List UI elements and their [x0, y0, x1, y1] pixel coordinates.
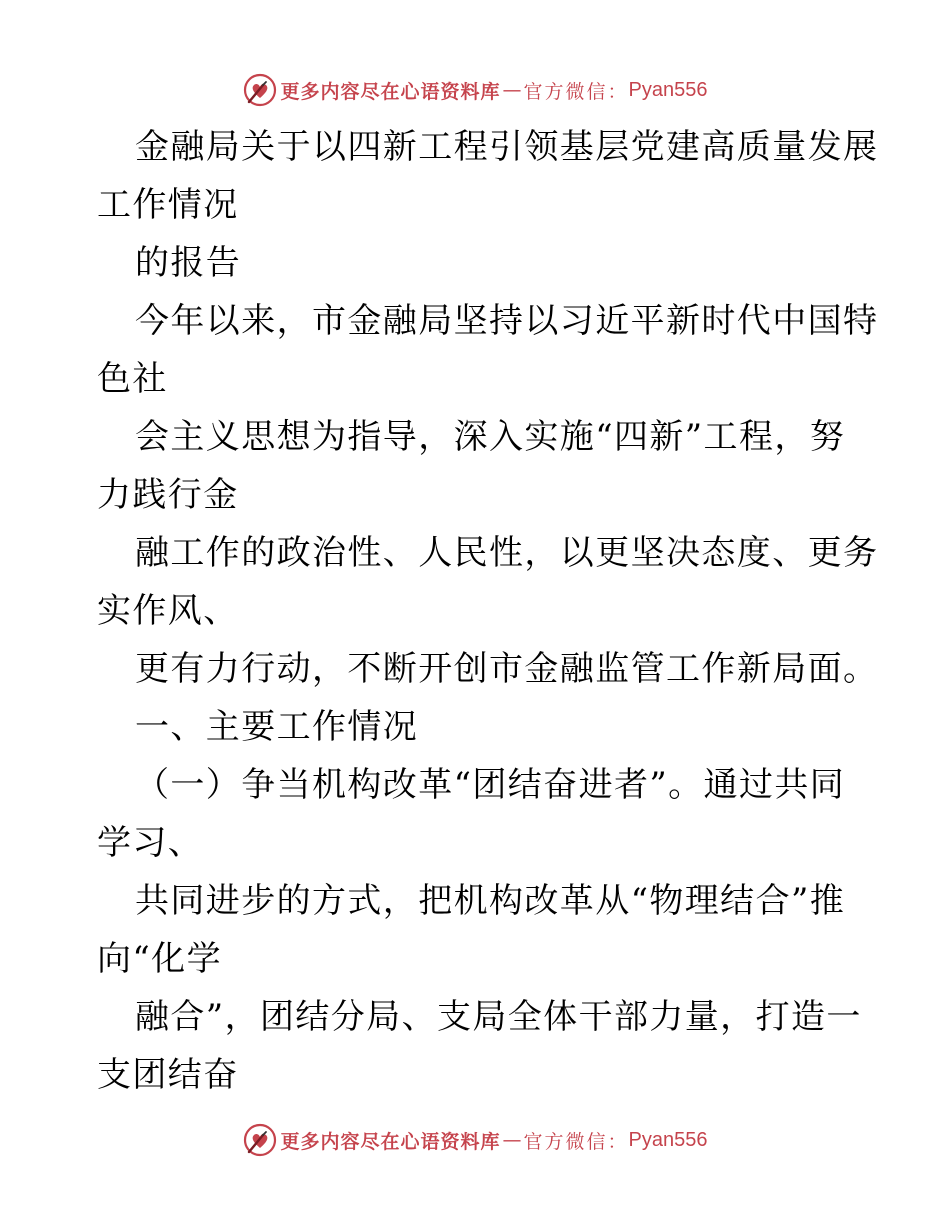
watermark-dash: —: [502, 1129, 522, 1151]
heart-pen-logo-icon: [243, 73, 277, 107]
document-line: 金融局关于以四新工程引领基层党建高质量发展: [135, 127, 879, 167]
document-line: 色社: [97, 359, 168, 399]
document-line: 力践行金: [97, 475, 239, 515]
document-line: 融工作的政治性、人民性，以更坚决态度、更务: [135, 533, 879, 573]
watermark-dash: —: [502, 79, 522, 101]
document-line: 学习、: [97, 823, 204, 863]
document-line: 共同进步的方式，把机构改革从“物理结合”推: [135, 881, 846, 921]
document-line: 向“化学: [97, 939, 222, 979]
document-line: 更有力行动，不断开创市金融监管工作新局面。: [135, 649, 879, 689]
document-body: [97, 118, 879, 1104]
document-line: 实作风、: [97, 591, 239, 631]
document-line: 会主义思想为指导，深入实施“四新”工程，努: [135, 417, 846, 457]
document-line: 工作情况: [97, 185, 239, 225]
document-line: 的报告: [135, 243, 242, 283]
watermark-account: Pyan556: [628, 78, 708, 101]
watermark-header: [0, 70, 950, 110]
heart-pen-logo-icon: [243, 1123, 277, 1157]
watermark-footer: [0, 1120, 950, 1160]
watermark-brand: 更多内容尽在心语资料库: [280, 80, 501, 103]
document-line: 今年以来，市金融局坚持以习近平新时代中国特: [135, 301, 879, 341]
watermark-wechat-label: 官方微信：: [523, 1130, 629, 1153]
watermark-wechat-label: 官方微信：: [523, 80, 629, 103]
watermark-brand: 更多内容尽在心语资料库: [280, 1130, 501, 1153]
watermark-account: Pyan556: [628, 1128, 708, 1151]
document-line: 一、主要工作情况: [135, 707, 419, 747]
document-line: 融合”，团结分局、支局全体干部力量，打造一: [135, 997, 862, 1037]
document-line: 支团结奋: [97, 1055, 239, 1095]
document-line: （一）争当机构改革“团结奋进者”。通过共同: [135, 765, 846, 805]
